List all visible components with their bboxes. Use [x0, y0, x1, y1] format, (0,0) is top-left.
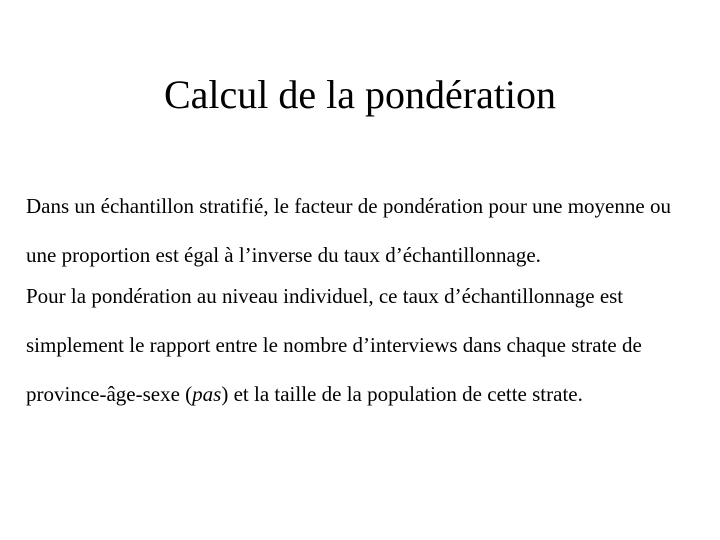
- slide-body: [26, 182, 706, 419]
- pas-emphasis: pas: [192, 382, 222, 406]
- paragraph-text-before: Pour la pondération au niveau individuel, ce taux d’échantillonnage est simplement le rapport entre le nombre d’interviews dans chaque strate de province-âge-sexe (: [26, 284, 642, 406]
- paragraph-text-after: ) et la taille de la population de cette strate.: [221, 382, 583, 406]
- paragraph-individual-weight: [26, 272, 706, 419]
- slide-title: Calcul de la pondération: [163, 72, 557, 117]
- paragraph-sampling-weight: [26, 182, 706, 280]
- paragraph-text: Dans un échantillon stratifié, le facteur de pondération pour une moyenne ou une proportion est égal à l’inverse du taux d’échantillonnage.: [26, 194, 671, 267]
